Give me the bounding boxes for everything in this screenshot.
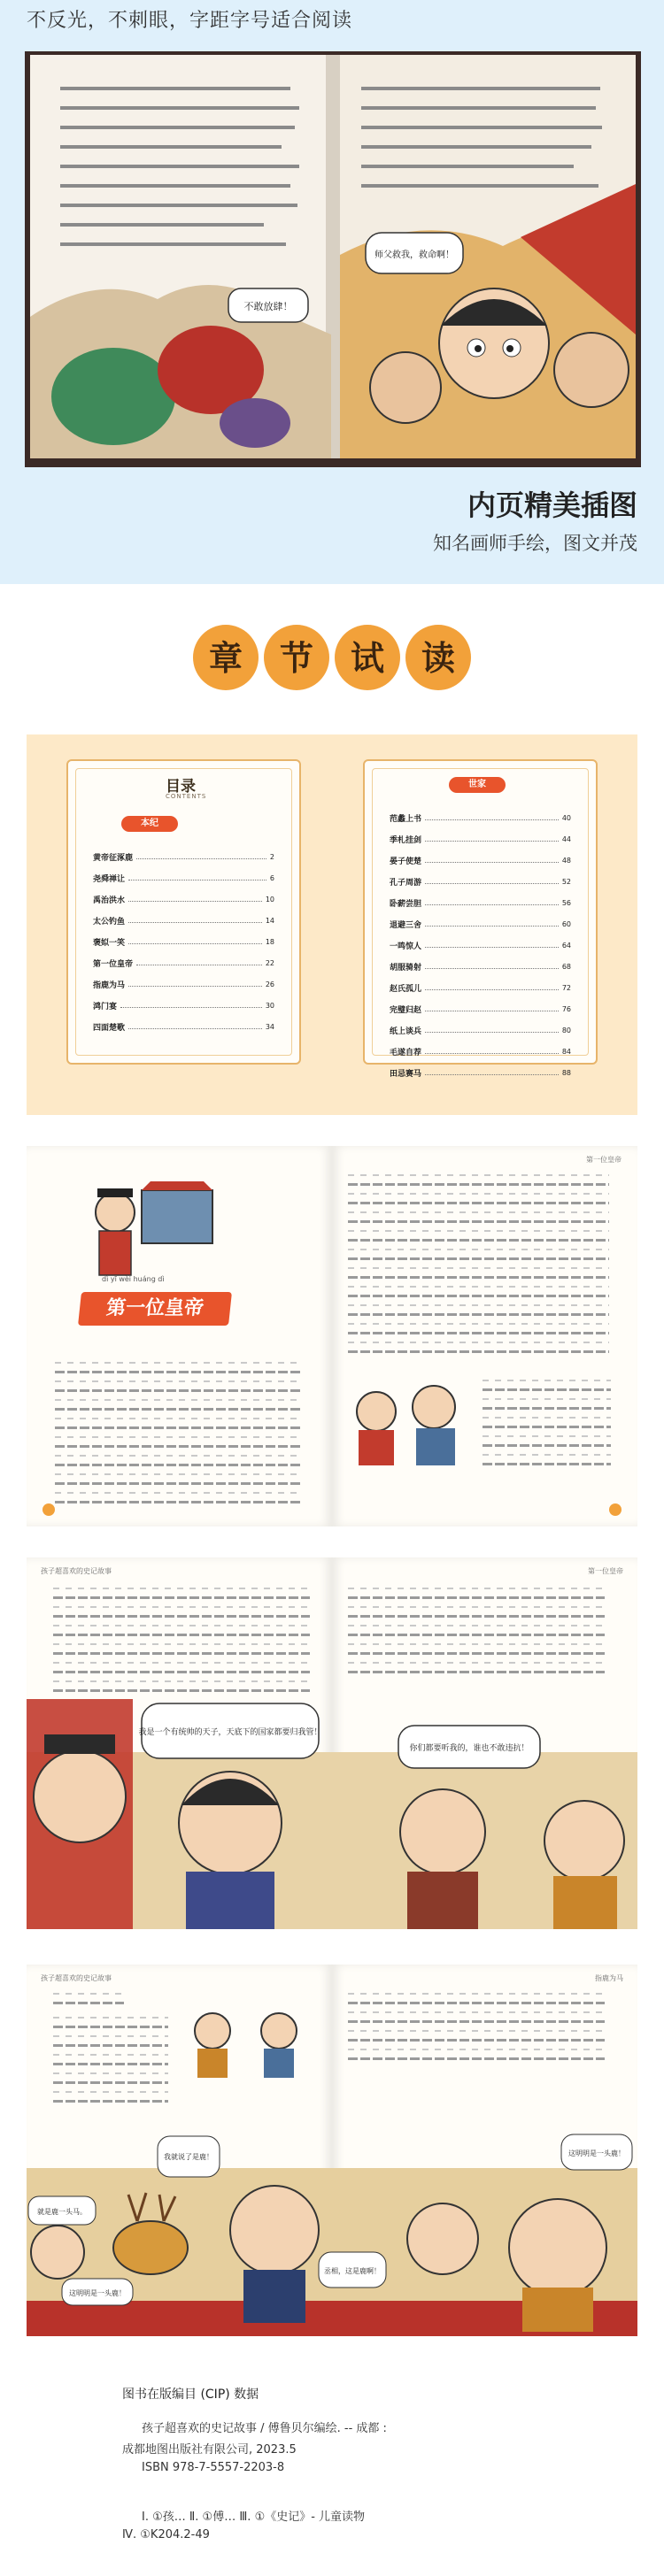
- toc-item-title: 纸上谈兵: [390, 1027, 422, 1036]
- toc-item: [93, 995, 274, 1016]
- spread4-running-head-left: 孩子超喜欢的史记故事: [41, 1974, 112, 1982]
- toc-item-leader: [425, 815, 559, 820]
- toc-item-leader: [425, 964, 559, 969]
- heading-char-1: 章: [208, 639, 243, 678]
- spread4-bubble-1: 就是鹿一头马。: [37, 2208, 87, 2216]
- toc-right-page: [363, 759, 598, 1079]
- toc-item: [390, 1019, 571, 1041]
- toc-item-leader: [425, 879, 559, 884]
- toc-item-page: 6: [269, 873, 274, 882]
- ministers-illustration: [181, 2000, 314, 2080]
- toc-item-title: 赵氏孤儿: [390, 984, 422, 994]
- toc-item-page: 26: [265, 980, 274, 988]
- spread3-running-head-right: 第一位皇帝: [588, 1567, 623, 1575]
- spread4-bubble-5: 这明明是一头鹿！: [568, 2149, 625, 2157]
- toc-item: [93, 931, 274, 952]
- toc-item: [390, 828, 571, 850]
- toc-item-page: 68: [561, 962, 571, 971]
- toc-item-page: 64: [561, 941, 571, 950]
- cip-line-5: Ⅳ. ①K204.2-49: [122, 2528, 210, 2541]
- toc-item-page: 88: [561, 1068, 571, 1077]
- emperor-illustration: [80, 1181, 221, 1279]
- toc-item-page: 22: [265, 958, 274, 967]
- toc-item-page: 52: [561, 877, 571, 886]
- toc-item-page: 40: [561, 813, 571, 822]
- toc-item: [390, 1041, 571, 1062]
- spread4-right-text: [348, 1989, 605, 2064]
- toc-left-page: [66, 759, 301, 1065]
- toc-item-page: 76: [561, 1004, 571, 1013]
- spread4-running-head-right: 指鹿为马: [595, 1974, 623, 1982]
- toc-item: [93, 888, 274, 910]
- spread4-bubble-4: 丞相，这是鹿啊！: [324, 2267, 381, 2275]
- toc-item: [390, 998, 571, 1019]
- interior-illustration-section: [0, 0, 664, 584]
- toc-item: [390, 913, 571, 934]
- toc-item: [93, 952, 274, 973]
- toc-item: [93, 973, 274, 995]
- spread2-right-text: [348, 1171, 609, 1357]
- toc-item-leader: [425, 836, 559, 842]
- toc-item: [390, 977, 571, 998]
- toc-item-title: 范蠡上书: [390, 814, 422, 824]
- emperor-court-illustration: [27, 1699, 637, 1929]
- toc-item-title: 禹治洪水: [93, 896, 126, 905]
- toc-item-leader: [136, 854, 266, 859]
- toc-item-title: 季札挂剑: [390, 835, 422, 845]
- toc-item-title: 第一位皇帝: [93, 959, 134, 969]
- toc-item: [390, 892, 571, 913]
- toc-item-title: 胡服骑射: [390, 963, 422, 973]
- heading-char-4: 读: [421, 639, 456, 678]
- toc-item-leader: [425, 900, 559, 905]
- spread4-left-text-2: [53, 2013, 168, 2106]
- toc-item-leader: [128, 896, 262, 902]
- toc-item-title: 退避三舍: [390, 920, 422, 930]
- spread3-bubble-left: 我是一个有统帅的天子，天底下的国家都要归我管！: [138, 1728, 322, 1737]
- toc-item: [93, 867, 274, 888]
- cip-line-1: 孩子超喜欢的史记故事 / 傅鲁贝尔编绘. -- 成都 :: [142, 2422, 387, 2435]
- feature-subtitle: 知名画师手绘，图文并茂: [433, 533, 637, 554]
- toc-item: [390, 956, 571, 977]
- spread2-title-badge: 第一位皇帝: [78, 1292, 232, 1326]
- toc-item: [390, 1062, 571, 1083]
- toc-item: [93, 1016, 274, 1037]
- toc-item: [390, 934, 571, 956]
- toc-item-leader: [425, 1070, 559, 1075]
- toc-item-leader: [425, 1006, 559, 1011]
- spread4-left-text-1: [53, 1989, 124, 2008]
- heading-char-3: 试: [350, 639, 385, 678]
- toc-item-page: 72: [561, 983, 571, 992]
- toc-item-leader: [425, 985, 559, 990]
- toc-spread: [27, 734, 637, 1115]
- toc-item-title: 指鹿为马: [93, 980, 126, 990]
- spread2-left-page: [27, 1146, 332, 1526]
- chapter-preview-heading: [0, 619, 664, 708]
- page-number-dot: [609, 1503, 622, 1516]
- toc-item-leader: [120, 1003, 262, 1008]
- toc-item-page: 18: [265, 937, 274, 946]
- spread2-right-page: [332, 1146, 637, 1526]
- toc-item-title: 完璧归赵: [390, 1005, 422, 1015]
- cip-line-2: 成都地图出版社有限公司, 2023.5: [122, 2443, 297, 2457]
- toc-item-page: 10: [265, 895, 274, 904]
- toc-right-list: [390, 807, 571, 1083]
- toc-left-badge: 本纪: [121, 816, 178, 832]
- toc-item-leader: [128, 918, 262, 923]
- promo-bubble-left: 不敢放肆！: [243, 301, 293, 312]
- toc-item: [390, 871, 571, 892]
- toc-item-title: 一鸣惊人: [390, 942, 422, 951]
- toc-item-title: 毛遂自荐: [390, 1048, 422, 1057]
- toc-item-page: 34: [265, 1022, 274, 1031]
- toc-item: [390, 807, 571, 828]
- spread4-bubble-2: 我就说了是鹿！: [164, 2153, 213, 2161]
- toc-item-leader: [136, 960, 262, 965]
- cip-heading: 图书在版编目 (CIP) 数据: [122, 2388, 259, 2402]
- toc-right-badge: 世家: [449, 777, 506, 793]
- toc-item-title: 田忌赛马: [390, 1069, 422, 1079]
- sample-spread-deer-horse: [27, 1965, 637, 2336]
- page-number-dot: [42, 1503, 55, 1516]
- toc-item-page: 60: [561, 919, 571, 928]
- toc-item-page: 30: [265, 1001, 274, 1010]
- toc-left-list: [93, 846, 274, 1037]
- cip-line-4: Ⅰ. ①孩… Ⅱ. ①傅… Ⅲ. ①《史记》- 儿童读物: [142, 2511, 366, 2524]
- promo-bubble-right: 师父救我，救命啊！: [374, 250, 454, 260]
- toc-item-title: 太公钓鱼: [93, 917, 126, 927]
- toc-item-title: 鸿门宴: [93, 1002, 118, 1011]
- toc-item: [93, 910, 274, 931]
- spread2-right-text-2: [483, 1376, 611, 1469]
- spread3-running-head-left: 孩子超喜欢的史记故事: [41, 1567, 112, 1575]
- toc-item-page: 56: [561, 898, 571, 907]
- toc-item-page: 48: [561, 856, 571, 865]
- toc-item-title: 晏子使楚: [390, 857, 422, 866]
- toc-item: [93, 846, 274, 867]
- toc-item-leader: [128, 939, 262, 944]
- toc-item-leader: [128, 981, 262, 987]
- promo-caption: 不反光，不刺眼，字距字号适合阅读: [27, 10, 353, 32]
- court-illustration: [341, 1372, 474, 1469]
- deer-horse-illustration: [27, 2097, 637, 2336]
- toc-item-title: 四面楚歌: [93, 1023, 126, 1033]
- toc-item-page: 2: [269, 852, 274, 861]
- toc-title: 目录: [166, 778, 196, 796]
- spread2-title-pinyin: dì yī wèi huáng dì: [102, 1275, 165, 1283]
- toc-item-leader: [425, 1027, 559, 1033]
- toc-item-leader: [128, 875, 266, 880]
- sample-spread-emperor-court: [27, 1557, 637, 1929]
- spread4-bubble-3: 这明明是一头鹿！: [69, 2289, 126, 2297]
- sample-spread-first-emperor: [27, 1146, 637, 1526]
- toc-item-title: 卧薪尝胆: [390, 899, 422, 909]
- spread3-right-text: [348, 1584, 605, 1677]
- toc-item-title: 尧舜禅让: [93, 874, 126, 884]
- toc-item: [390, 850, 571, 871]
- cip-line-3: ISBN 978-7-5557-2203-8: [142, 2461, 285, 2474]
- toc-item-leader: [425, 921, 559, 927]
- toc-item-leader: [425, 1049, 559, 1054]
- toc-item-title: 黄帝征涿鹿: [93, 853, 134, 863]
- open-book-photo: [25, 51, 641, 467]
- toc-item-leader: [128, 1024, 262, 1029]
- spread3-bubble-right: 你们都要听我的，谁也不敢违抗！: [409, 1744, 529, 1753]
- toc-item-page: 84: [561, 1047, 571, 1056]
- toc-item-page: 14: [265, 916, 274, 925]
- spread2-left-text: [55, 1358, 303, 1507]
- toc-item-page: 44: [561, 834, 571, 843]
- toc-item-title: 褒姒一笑: [93, 938, 126, 948]
- cip-colophon: [0, 2367, 664, 2576]
- toc-item-title: 孔子周游: [390, 878, 422, 888]
- heading-bubbles: [190, 619, 474, 696]
- toc-subtitle: CONTENTS: [166, 793, 207, 800]
- heading-char-2: 节: [279, 639, 314, 678]
- toc-item-leader: [425, 857, 559, 863]
- spread3-left-text: [53, 1584, 310, 1696]
- toc-item-page: 80: [561, 1026, 571, 1034]
- feature-title: 内页精美插图: [467, 488, 637, 522]
- toc-item-leader: [425, 942, 559, 948]
- spread2-running-head: 第一位皇帝: [586, 1156, 622, 1164]
